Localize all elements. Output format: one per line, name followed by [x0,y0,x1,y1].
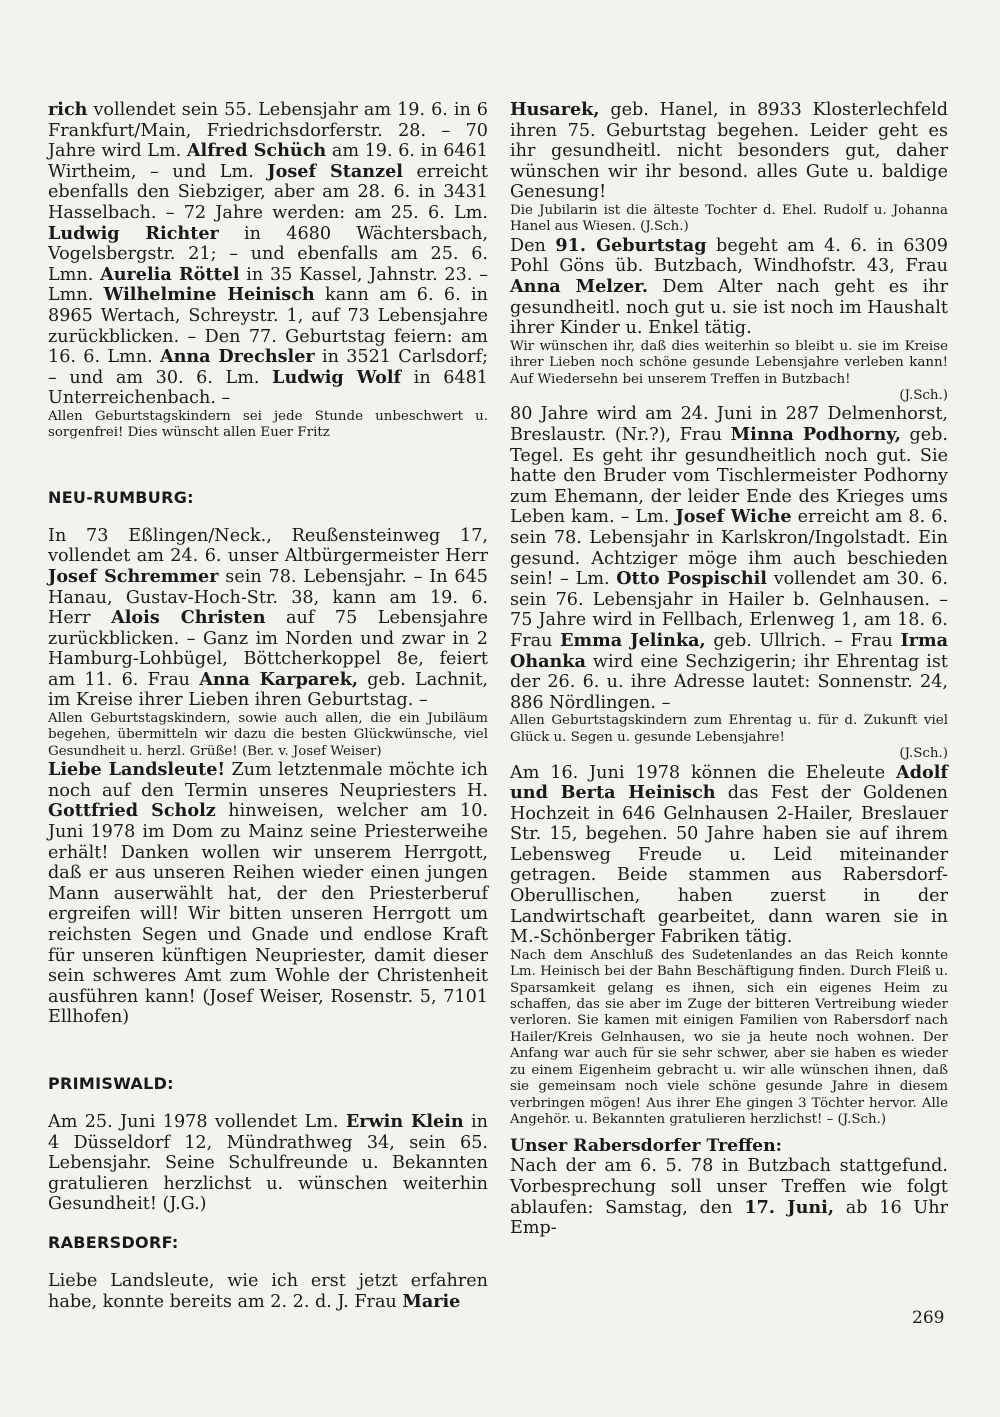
bold-name: Adolf und Berta Heinisch [510,761,948,804]
text-run: in 3521 Carlsdorf; – und am 30. 6. Lm. [48,347,488,388]
neu-rumburg-paragraph [48,526,488,711]
rabersdorf-paragraph [48,1271,488,1312]
bold-name: Ludwig Richter [48,222,219,244]
bold-name: Ludwig Wolf [272,366,402,388]
text-run: am 19. 6. in 6461 Wirtheim, – und Lm. [48,141,488,182]
bold-name: 91. Geburtstag [555,234,707,256]
bold-name: Josef Schremmer [48,565,219,587]
bold-name: Alois Christen [111,607,266,629]
text-run: geb. Hanel, in 8933 Klosterlechfeld ihren 75. Geburtstag begehen. Leider geht es ihr gesundheitl. nicht besonders gut, daher wünschen wir ihr besond. alles Gute u. baldige Genesung! [510,100,948,203]
text-run: wird eine Sechzigerin; ihr Ehrentag ist der 26. 6. u. ihre Adresse lautet: Sonnenstr. 24, 886 Nördlingen. – [510,651,948,713]
text-run: erreicht am 8. 6. sein 78. Lebensjahr in Karlskron/Ingolstadt. Ein gesund. Achtziger möge ihm auch beschieden sein! – Lm. [510,507,948,590]
text-run: sein 78. Lebensjahr. – In 645 Hanau, Gustav-Hoch-Str. 38, kann am 19. 6. Herr [48,566,488,629]
treffen-heading: Unser Rabersdorfer Treffen: [510,1136,782,1157]
birthday-wishes: Allen Geburtstagskindern sei jede Stunde unbeschwert u. sorgenfrei! Dies wünscht allen Euer Fritz [48,408,488,441]
primiswald-paragraph [48,1112,488,1215]
bold-name: Otto Pospischil [616,568,767,590]
golden-wedding-note: Nach dem Anschluß des Sudetenlandes an das Reich konnte Lm. Heinisch bei der Bahn Beschäftigung finden. Durch Fleiß u. Sparsamkeit gelang es ihnen, sich ein eigenes Heim zu schaffen, das sie aber im Zuge der bitteren Vertreibung wieder verloren. Sie kamen mit einigen Familien von Rabersdorf nach Hailer/Kreis Gelnhausen, wo sie ja heute noch wohnen. Der Anfang war auch für sie sehr schwer, aber sie haben es wieder zu einem Eigenheim gebracht u. wir alle wünschen ihnen, daß sie gemeinsam noch viele schöne gesunde Jahre in diesem verbringen mögen! Aus ihrer Ehe gingen 3 Töchter hervor. Alle Angehör. u. Bekannten gratulieren herzlichst! – (J.Sch.) [510,947,948,1127]
bold-name: Liebe Landsleute! [48,759,226,781]
text-run: geb. Ullrich. – Frau [705,630,901,651]
golden-wedding-paragraph [510,763,948,948]
melzer-wishes: Wir wünschen ihr, daß dies weiterhin so bleibt u. sie im Kreise ihrer Lieben noch schöne gesunde Lebensjahre verleben kann! Auf Wiedersehn bei unserem Treffen in Butzbach! [510,338,948,387]
section-heading-primiswald: PRIMISWALD: [48,1074,174,1093]
text-run: in 4 Düsseldorf 12, Mündrathweg 34, sein 65. Lebensjahr. Seine Schulfreunde u. Bekannten gratulieren herzlichst u. wünschen weiterhin Gesundheit! (J.G.) [48,1112,488,1215]
bold-name: Wilhelmine Heinisch [103,284,315,306]
podhorny-paragraph [510,404,948,713]
text-run: erreicht ebenfalls den Siebziger, aber am 28. 6. in 3431 Hasselbach. – 72 Jahre werden: am 25. 6. Lm. [48,161,488,223]
text-run: in 6481 Unterreichenbach. – [48,367,488,409]
bold-name: Gottfried Scholz [48,800,216,822]
priest-announcement [48,760,488,1028]
text-run: in 4680 Wächtersbach, Vogelsbergstr. 21; – und ebenfalls am 25. 6. Lmn. [48,223,488,285]
section-heading-neu-rumburg: NEU-RUMBURG: [48,487,194,507]
husarek-paragraph [510,100,948,203]
treffen-paragraph [510,1156,948,1238]
bold-name: Josef Wiche [675,506,792,528]
birthday-paragraph [48,100,488,409]
melzer-signature: (J.Sch.) [899,387,948,403]
bold-name: Josef Stanzel [267,160,403,182]
text-run: hinweisen, welcher am 10. Juni 1978 im Dom zu Mainz seine Priesterweihe erhält! Danken wollen wir unserem Herrgott, daß er aus unseren Reihen wieder einen jungen Mann auserwählt hat, der den Priesterberuf ergreifen will! Wir bitten unseren Herrgott um reichsten Segen und Gnade und endlose Kraft für unseren künftigen Neupriester, damit dieser sein schweres Amt zum Wohle der Christenheit ausführen kann! (Josef Weiser, Rosenstr. 5, 7101 Ellhofen) [48,801,488,1028]
neu-rumburg-wishes: Allen Geburtstagskindern, sowie auch allen, die ein Jubiläum begehen, übermitteln wir dazu die besten Glückwünsche, viel Gesundheit u. herzl. Grüße! (Ber. v. Josef Weiser) [48,711,488,759]
text-run: in 35 Kassel, Jahnstr. 23. – Lmn. [48,264,488,306]
bold-name: Anna Drechsler [159,346,315,368]
bold-name: rich [48,99,88,120]
bold-name: Minna Podhorny, [730,423,901,445]
text-run: das Fest der Goldenen Hochzeit in 646 Gelnhausen 2-Hailer, Breslauer Str. 15, begehen. 50 Jahre haben sie auf ihrem Lebensweg Freude u. Leid miteinander getragen. Beide stammen aus Rabersdorf-Oberullischen, haben zuerst in der Landwirtschaft gearbeitet, dann waren sie in M.-Schönberger Fabriken tätig. [510,783,948,948]
husarek-note: Die Jubilarin ist die älteste Tochter d. Ehel. Rudolf u. Johanna Hanel aus Wiesen. (J.Sch.) [510,202,948,235]
text-run: auf 75 Lebensjahre zurückblicken. – Ganz im Norden und zwar in 2 Hamburg-Lohbügel, Böttcherkoppel 8e, feiert am 11. 6. Frau [48,608,488,690]
text-run: vollendet am 30. 6. sein 76. Lebensjahr in Hailer b. Gelnhausen. – 75 Jahre wird in Fellbach, Erlenweg 1, am 18. 6. Frau [510,569,948,651]
text-run: kann am 6. 6. in 8965 Wertach, Schreystr. 1, auf 73 Lebensjahre zurückblicken. – Den 77. Geburtstag feiern: am 16. 6. Lmn. [48,285,488,368]
podhorny-signature: (J.Sch.) [899,746,948,762]
text-run: geb. Lachnit, im Kreise ihrer Lieben ihren Geburtstag. – [48,669,488,711]
melzer-paragraph [510,236,948,339]
text-run: Am 16. Juni 1978 können die Eheleute [510,762,897,783]
text-run: 80 Jahre wird am 24. Juni in 287 Delmenhorst, Breslaustr. (Nr.?), Frau [510,404,948,445]
bold-name: Emma Jelinka, [560,629,706,651]
bold-name: Anna Melzer. [510,275,648,297]
section-heading-rabersdorf: RABERSDORF: [48,1232,179,1252]
left-column [48,100,488,1312]
bold-name: Aurelia Röttel [100,263,240,285]
bold-name: 17. Juni, [744,1196,834,1218]
bold-name: Anna Karparek, [199,668,359,690]
text-run: ab 16 Uhr Emp- [510,1197,948,1239]
bold-name: Erwin Klein [345,1111,464,1132]
text-run: Liebe Landsleute, wie ich erst jetzt erfahren habe, konnte bereits am 2. 2. d. J. Frau [48,1270,488,1312]
text-run: Dem Alter nach geht es ihr gesundheitl. noch gut u. sie ist noch im Haushalt ihrer Kinder u. Enkel tätig. [510,276,949,339]
page-number: 269 [912,1308,945,1328]
bold-name: Husarek, [510,99,600,120]
text-run: vollendet sein 55. Lebensjahr am 19. 6. in 6 Frankfurt/Main, Friedrichsdorferstr. 28. – 70 Jahre wird Lm. [48,100,488,162]
podhorny-wishes: Allen Geburtstagskindern zum Ehrentag u. für d. Zukunft viel Glück u. Segen u. gesunde Lebensjahre! [510,713,948,745]
text-run: Den [510,235,556,256]
bold-name: Marie [402,1290,461,1312]
bold-name: Alfred Schüch [186,140,327,162]
text-run: Zum letztenmale möchte ich noch auf den Termin unseres Neupriesters H. [48,760,488,801]
text-run: geb. Tegel. Es geht ihr gesundheitlich noch gut. Sie hatte den Bruder vom Tischlermeister Podhorny zum Ehemann, der leider Ende des Krieges ums Leben kam. – Lm. [510,424,949,528]
bold-name: Irma Ohanka [510,629,949,672]
right-column [510,100,948,1239]
text-run: begeht am 4. 6. in 6309 Pohl Göns üb. Butzbach, Windhofstr. 43, Frau [510,235,948,277]
text-run: Nach der am 6. 5. 78 in Butzbach stattgefund. Vorbesprechung soll unser Treffen wie folgt ablaufen: Samstag, den [510,1156,948,1218]
text-run: Am 25. Juni 1978 vollendet Lm. [48,1112,346,1132]
text-run: In 73 Eßlingen/Neck., Reußensteinweg 17, vollendet am 24. 6. unser Altbürgermeister Herr [48,525,488,567]
